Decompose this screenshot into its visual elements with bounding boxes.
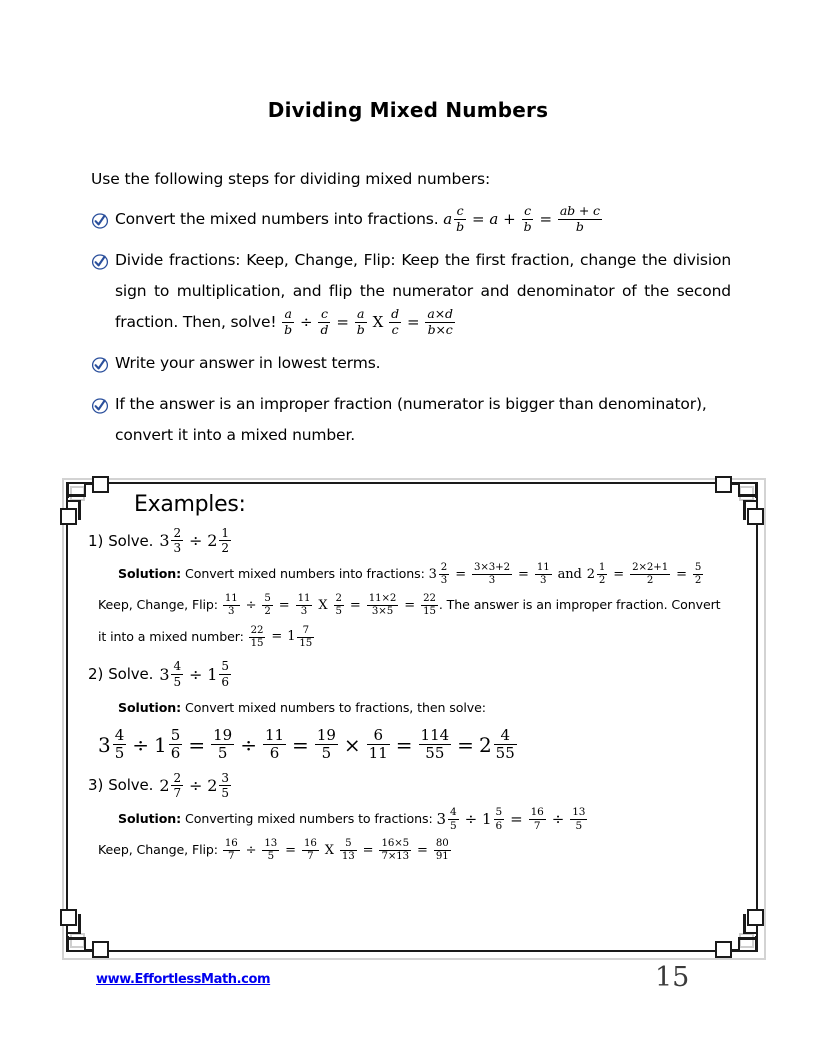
step-formula-1 [443,204,603,235]
step-text-1: Convert the mixed numbers into fractions. [115,210,439,228]
fraction-a-over-b-2: $\frac{a}{b}$ [356,306,365,337]
example-item-2 [82,660,742,761]
solution-label-2: Solution: [118,699,182,715]
formula-a2: a [489,210,499,228]
example-item-3 [82,772,742,864]
example-solve-label-3: Solve. [108,776,154,795]
fraction-c-over-d: $\frac{c}{d}$ [320,306,329,337]
fraction-c-over-b-2: $\frac{c}{b}$ [523,203,532,234]
step-label [115,245,731,338]
plus-sign: + [503,210,516,228]
example-problem-3: 2 $\frac{2}{7}$ ÷ 2 $\frac{3}{5}$ [159,770,229,800]
solution-math-1: 3 $\frac{2}{3}$ = $\frac{3\times 3+2}{3}$ = $\frac{11}{3}$ and 2 $\frac{1}{2}$ = $\frac{2\times 2+1}{2}$ = $\frac{5}{2}$ [428,562,702,587]
check-oval-icon [91,210,109,228]
kcf-math-1: $\frac{11}{3}$ ÷ $\frac{5}{2}$ = $\frac{11}{3}$ X $\frac{2}{5}$ = $\frac{11\times 2}{3\times 5}$ = $\frac{22}{15}$ [224,593,436,618]
page-title: Dividing Mixed Numbers [267,98,549,122]
formula-a: a [443,210,453,228]
kcf-tail-1: . The answer is an improper fraction. Convert [438,597,721,613]
solution-label-3: Solution: [118,811,182,826]
fraction: $\frac{1}{2}$ [221,526,229,556]
example-solution-1 [118,561,742,587]
example-solve-label-2: Solve. [108,665,154,684]
step-item [91,389,731,451]
solution-text-3: Converting mixed numbers to fractions: [185,811,433,826]
big-math-2: 3 $\frac{4}{5}$ ÷ 1 $\frac{5}{6}$ = $\frac{19}{5}$ ÷ $\frac{11}{6}$ = $\frac{19}{5}$ × $\frac{6}{11}$ = $\frac{114}{55}$ = 2 $\frac{4}{55}$ [98,725,515,763]
check-oval-icon [91,395,109,413]
fraction-axd-over-bxc: $\frac{a\times d}{b\times c}$ [427,306,453,337]
solution-label-1: Solution: [118,566,182,582]
example-kcf-line-1 [98,592,742,619]
step-text-3: Write your answer in lowest terms. [115,354,381,372]
page-number: 15 [655,962,690,993]
times-sign: X [372,313,384,331]
divide-sign: ÷ [300,313,313,331]
examples-frame [56,472,768,962]
equals-1: = [471,210,485,228]
fraction-a-over-b: $\frac{a}{b}$ [284,306,293,337]
check-oval-icon [91,354,109,372]
kcf-label-1: Keep, Change, Flip: [98,597,218,613]
examples-heading: Examples: [134,492,246,517]
convert-text-1: it into a mixed number: [98,628,244,644]
example-problem-1: 3 $\frac{2}{3}$ ÷ 2 $\frac{1}{2}$ [159,526,229,556]
divide-sign: ÷ [188,775,203,795]
fraction-c-over-b: $\frac{c}{b}$ [456,203,464,234]
example-problem-2: 3 $\frac{4}{5}$ ÷ 1 $\frac{5}{6}$ [159,659,229,689]
footer-website-link[interactable]: www.EffortlessMath.com [96,972,271,987]
step-label [115,204,731,235]
example-solve-label-1: Solve. [108,531,154,550]
example-prompt-3 [88,772,742,799]
steps-list [91,204,731,461]
equals-2: = [406,313,420,331]
step-item [91,204,731,235]
example-kcf-line-3 [98,837,742,864]
check-oval-icon [91,251,109,269]
solution-text-2: Convert mixed numbers to fractions, then solve: [185,699,486,715]
example-item-1 [82,527,742,650]
example-solution-2 [118,695,742,720]
step-formula-2 [281,307,456,338]
example-convert-line-1 [98,624,742,651]
solution-text-1: Convert mixed numbers into fractions: [185,566,425,582]
example-big-equation-2 [98,725,742,763]
example-solution-3 [118,806,742,832]
and-word: and [557,567,582,583]
fraction-d-over-c: $\frac{d}{c}$ [391,306,399,337]
example-number-3: 3) [88,776,104,795]
example-prompt-1 [88,527,742,554]
examples-content [82,486,742,936]
equals-1: = [336,313,349,331]
intro-text: Use the following steps for dividing mixed numbers: [91,170,491,188]
fraction-ab-plus-c-over-b: $\frac{ab + c}{b}$ [559,203,600,234]
fraction: $\frac{2}{3}$ [173,526,181,556]
divide-sign: ÷ [188,664,203,684]
equals-2: = [539,210,552,228]
kcf-label-3: Keep, Change, Flip: [98,842,218,857]
step-text-2: Divide fractions: Keep, Change, Flip: Keep the first fraction, change the division sign to multiplication, and flip the numerator and denominator of the second fraction. Then, solve! [115,251,731,331]
step-text-4: If the answer is an improper fraction (numerator is bigger than denominator), convert it into a mixed number. [115,395,707,444]
divide-sign: ÷ [188,531,203,551]
convert-math-1: $\frac{22}{15}$ = 1 $\frac{7}{15}$ [250,624,313,649]
solution-math-3: 3 $\frac{4}{5}$ ÷ 1 $\frac{5}{6}$ = $\frac{16}{7}$ ÷ $\frac{13}{5}$ [436,806,586,832]
example-number-2: 2) [88,665,104,684]
example-number-1: 1) [88,531,104,550]
step-item [91,245,731,338]
step-item [91,348,731,379]
example-prompt-2 [88,660,742,687]
kcf-math-3: $\frac{16}{7}$ ÷ $\frac{13}{5}$ = $\frac{16}{7}$ X $\frac{5}{13}$ = $\frac{16\times 5}{7\times 13}$ = $\frac{80}{91}$ [224,837,449,862]
